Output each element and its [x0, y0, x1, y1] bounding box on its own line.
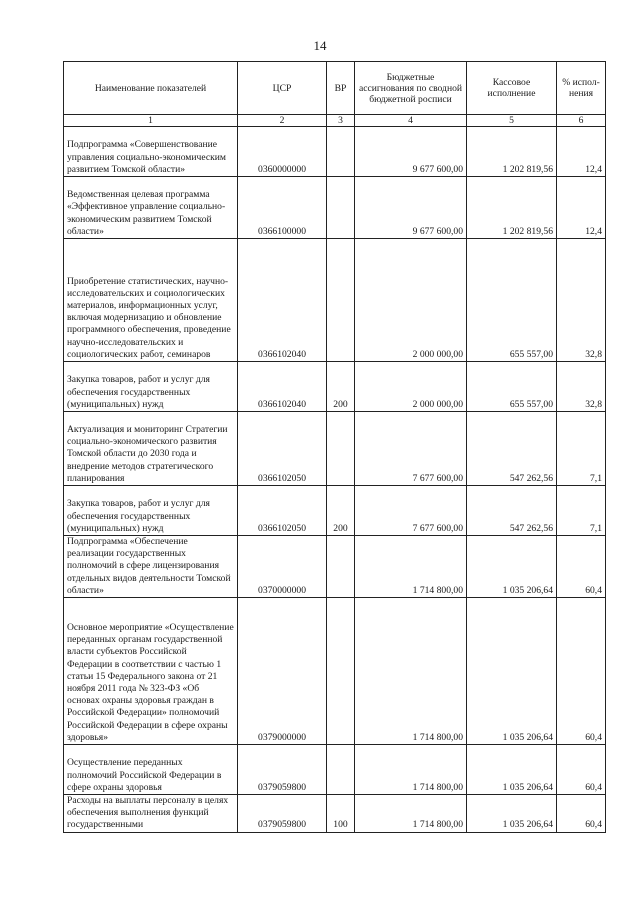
row-percent: 7,1 — [557, 412, 606, 486]
row-percent: 12,4 — [557, 127, 606, 177]
header-vr: ВР — [327, 62, 355, 115]
row-budget: 7 677 600,00 — [355, 412, 467, 486]
row-executed: 1 202 819,56 — [467, 177, 557, 239]
row-budget: 1 714 800,00 — [355, 745, 467, 795]
row-percent: 7,1 — [557, 486, 606, 536]
header-indicator-name: Наименование показателей — [64, 62, 238, 115]
table-row — [64, 745, 606, 795]
table-row — [64, 412, 606, 486]
row-executed: 1 035 206,64 — [467, 536, 557, 598]
row-vr — [327, 598, 355, 745]
table-row — [64, 177, 606, 239]
table-row — [64, 362, 606, 412]
column-number: 1 — [64, 115, 238, 127]
row-executed: 655 557,00 — [467, 239, 557, 362]
table-row — [64, 795, 606, 833]
header-cash-execution: Кассовое исполнение — [467, 62, 557, 115]
row-vr: 200 — [327, 362, 355, 412]
row-budget: 1 714 800,00 — [355, 598, 467, 745]
row-csr: 0379059800 — [238, 745, 327, 795]
row-percent: 60,4 — [557, 598, 606, 745]
row-percent: 12,4 — [557, 177, 606, 239]
row-executed: 1 035 206,64 — [467, 598, 557, 745]
row-name: Расходы на выплаты персоналу в целях обеспечения выполнения функций государственными — [64, 795, 238, 833]
column-number: 2 — [238, 115, 327, 127]
column-number: 3 — [327, 115, 355, 127]
row-csr: 0366102040 — [238, 362, 327, 412]
row-name: Осуществление переданных полномочий Российской Федерации в сфере охраны здоровья — [64, 745, 238, 795]
row-name: Актуализация и мониторинг Стратегии социально-экономического развития Томской области до 2030 года и внедрение методов стратегического планирования — [64, 412, 238, 486]
header-row — [64, 62, 606, 115]
row-percent: 60,4 — [557, 795, 606, 833]
row-csr: 0366102040 — [238, 239, 327, 362]
table-row — [64, 239, 606, 362]
row-vr: 200 — [327, 486, 355, 536]
page-number: 14 — [313, 38, 327, 53]
row-budget: 2 000 000,00 — [355, 239, 467, 362]
row-budget: 7 677 600,00 — [355, 486, 467, 536]
row-csr: 0360000000 — [238, 127, 327, 177]
row-budget: 1 714 800,00 — [355, 795, 467, 833]
row-csr: 0366102050 — [238, 412, 327, 486]
row-executed: 1 202 819,56 — [467, 127, 557, 177]
table-row — [64, 536, 606, 598]
row-csr: 0379000000 — [238, 598, 327, 745]
row-vr — [327, 745, 355, 795]
row-vr — [327, 127, 355, 177]
table-row — [64, 486, 606, 536]
header-execution-percent: % испол-нения — [557, 62, 606, 115]
row-executed: 547 262,56 — [467, 412, 557, 486]
row-budget: 2 000 000,00 — [355, 362, 467, 412]
column-number: 5 — [467, 115, 557, 127]
row-vr — [327, 177, 355, 239]
row-name: Закупка товаров, работ и услуг для обеспечения государственных (муниципальных) нужд — [64, 362, 238, 412]
column-number: 6 — [557, 115, 606, 127]
row-name: Закупка товаров, работ и услуг для обеспечения государственных (муниципальных) нужд — [64, 486, 238, 536]
row-executed: 1 035 206,64 — [467, 745, 557, 795]
row-csr: 0366100000 — [238, 177, 327, 239]
table-row — [64, 598, 606, 745]
header-budget-allocations: Бюджетные ассигнования по сводной бюджетной росписи — [355, 62, 467, 115]
row-percent: 32,8 — [557, 239, 606, 362]
row-percent: 60,4 — [557, 536, 606, 598]
row-vr — [327, 239, 355, 362]
row-name: Основное мероприятие «Осуществление переданных органам государственной власти субъектов Российской Федерации в соответствии с частью 1 статьи 15 Федерального закона от 21 ноября 2011 года № 323-ФЗ «Об основах охраны здоровья граждан в Российской Федерации» полномочий Российской Федерации в сфере охраны здоровья» — [64, 598, 238, 745]
row-name: Подпрограмма «Обеспечение реализации государственных полномочий в сфере лицензирования отдельных видов деятельности Томской области» — [64, 536, 238, 598]
column-number: 4 — [355, 115, 467, 127]
row-executed: 655 557,00 — [467, 362, 557, 412]
row-csr: 0370000000 — [238, 536, 327, 598]
header-csr: ЦСР — [238, 62, 327, 115]
row-budget: 9 677 600,00 — [355, 127, 467, 177]
row-percent: 32,8 — [557, 362, 606, 412]
table-row — [64, 127, 606, 177]
row-name: Подпрограмма «Совершенствование управления социально-экономическим развитием Томской области» — [64, 127, 238, 177]
row-vr: 100 — [327, 795, 355, 833]
row-percent: 60,4 — [557, 745, 606, 795]
column-number-row — [64, 115, 606, 127]
row-executed: 547 262,56 — [467, 486, 557, 536]
row-vr — [327, 412, 355, 486]
row-executed: 1 035 206,64 — [467, 795, 557, 833]
row-vr — [327, 536, 355, 598]
row-csr: 0379059800 — [238, 795, 327, 833]
row-budget: 9 677 600,00 — [355, 177, 467, 239]
budget-execution-table — [63, 61, 606, 833]
row-name: Ведомственная целевая программа «Эффективное управление социально-экономическим развитием Томской области» — [64, 177, 238, 239]
row-budget: 1 714 800,00 — [355, 536, 467, 598]
row-name: Приобретение статистических, научно-исследовательских и социологических материалов, информационных услуг, включая модернизацию и обновление программного обеспечения, проведение научно-исследовательских и социологических работ, семинаров — [64, 239, 238, 362]
row-csr: 0366102050 — [238, 486, 327, 536]
